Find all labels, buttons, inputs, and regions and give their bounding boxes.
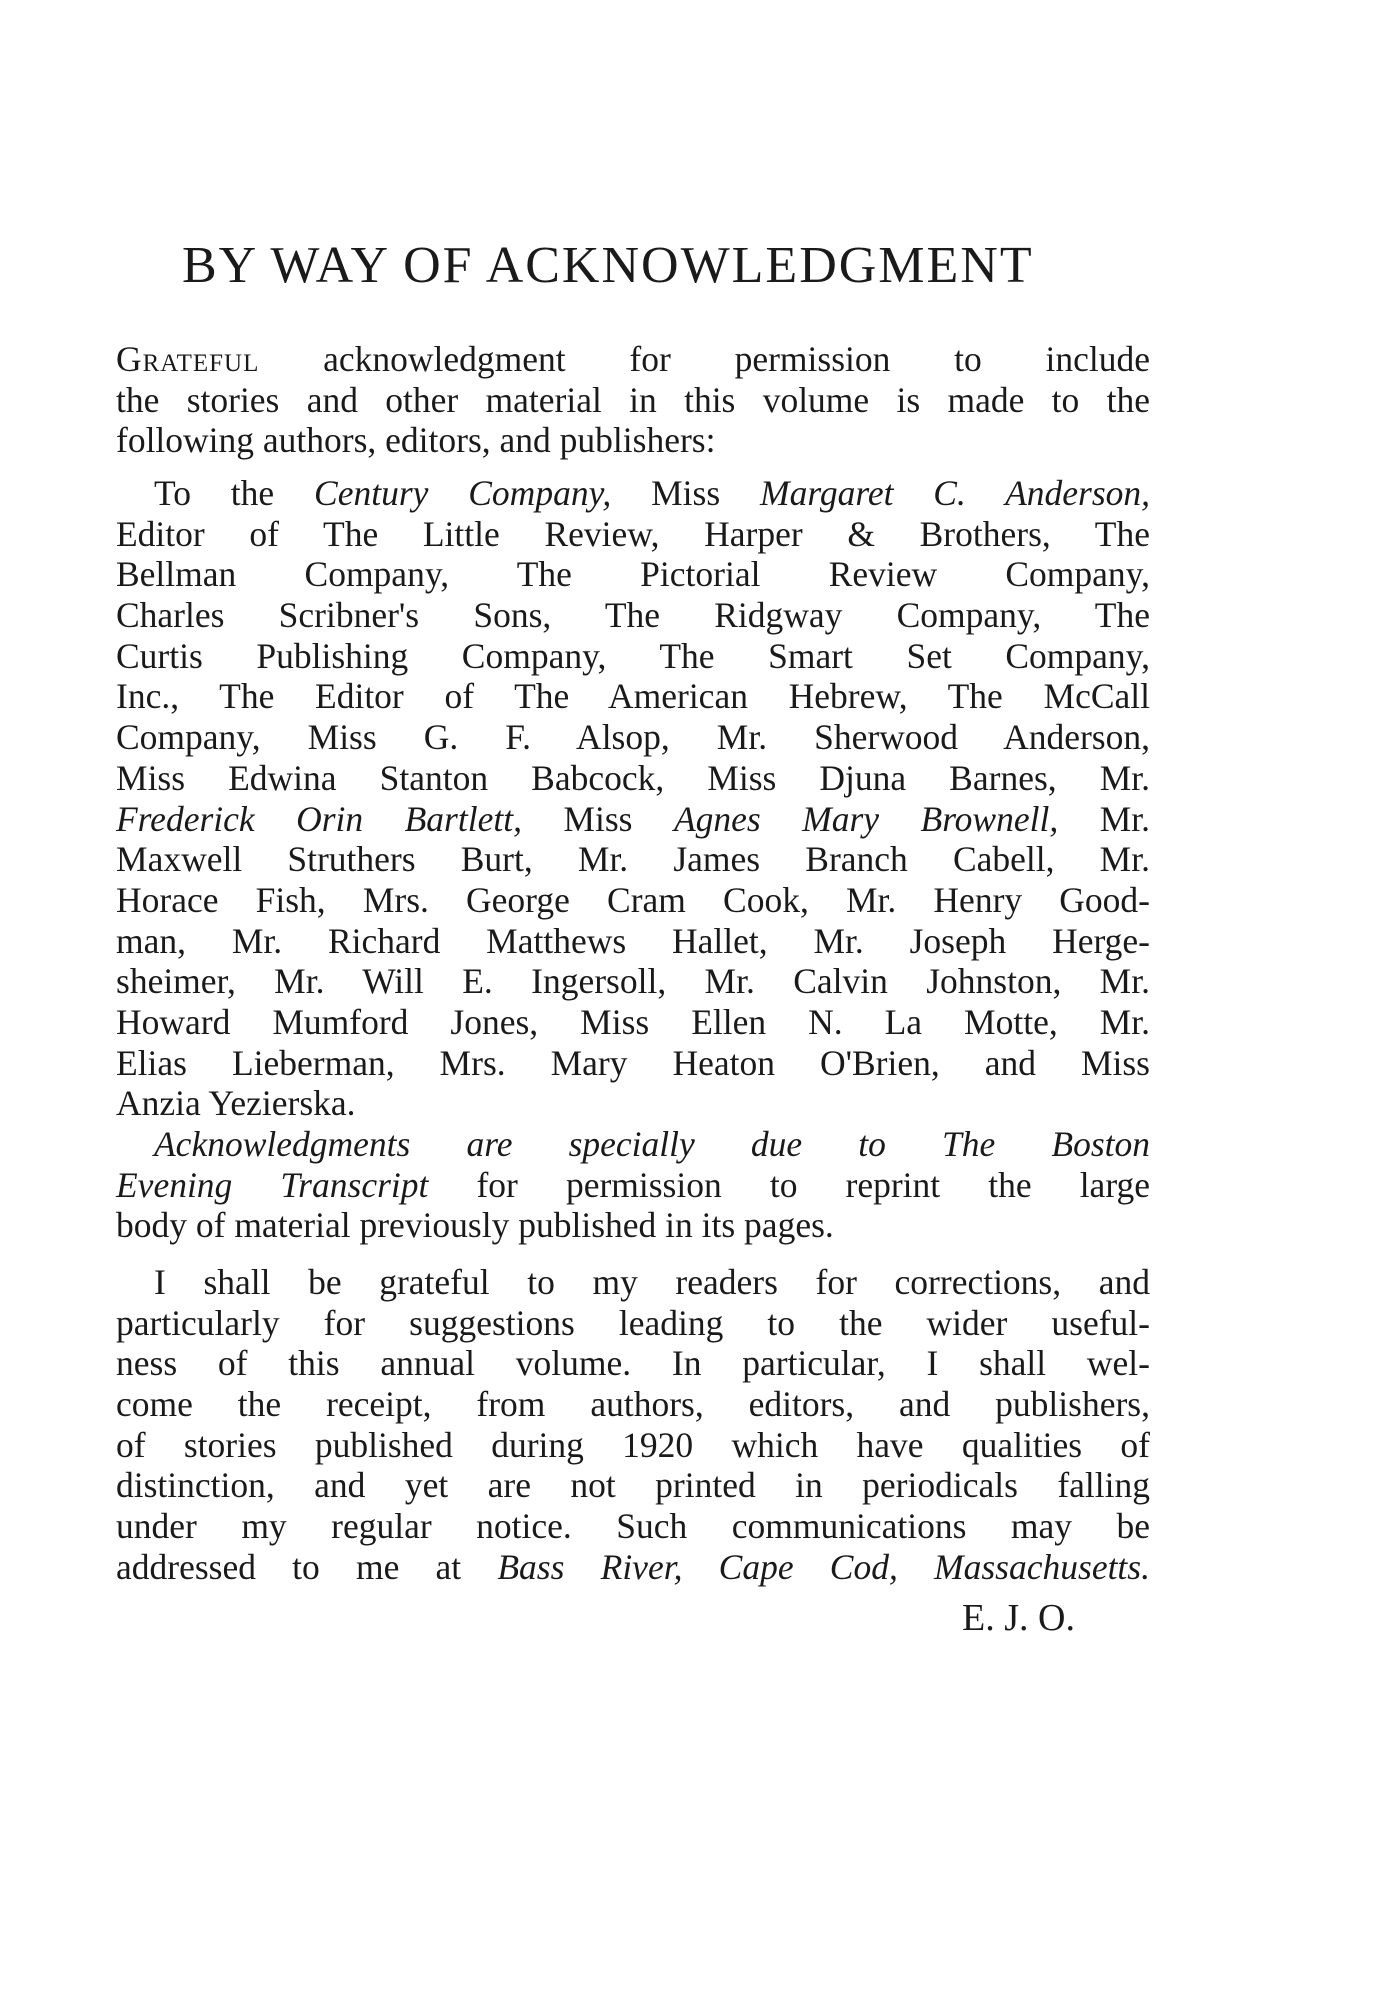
paragraph-publishers <box>116 473 1150 1124</box>
text-line: Maxwell Struthers Burt, Mr. James Branch Cabell, Mr. <box>116 839 1150 880</box>
text-line: Frederick Orin Bartlett, Miss Agnes Mary Brownell, Mr. <box>116 798 1150 839</box>
text-line: Evening Transcript for permission to reprint the large <box>116 1164 1151 1205</box>
text-line: sheimer, Mr. Will E. Ingersoll, Mr. Calvin Johnston, Mr. <box>116 961 1150 1002</box>
text-line: Horace Fish, Mrs. George Cram Cook, Mr. Henry Good- <box>116 879 1150 920</box>
text-line: particularly for suggestions leading to the wider useful- <box>116 1302 1150 1343</box>
text-line: the stories and other material in this volume is made to the <box>116 379 1150 420</box>
text-line: Miss Edwina Stanton Babcock, Miss Djuna Barnes, Mr. <box>116 757 1150 798</box>
text-line: Company, Miss G. F. Alsop, Mr. Sherwood Anderson, <box>116 717 1150 758</box>
paragraph-corrections <box>116 1262 1150 1588</box>
text-line: ness of this annual volume. In particular, I shall wel- <box>116 1343 1150 1384</box>
text-line: Acknowledgments are specially due to The Boston <box>154 1124 1150 1164</box>
text-line: To the Century Company, Miss Margaret C. Anderson, <box>154 473 1151 513</box>
text-line: man, Mr. Richard Matthews Hallet, Mr. Joseph Herge- <box>116 920 1150 961</box>
page-title: BY WAY OF ACKNOWLEDGMENT <box>182 237 1034 294</box>
paragraph-boston-transcript <box>116 1124 1150 1246</box>
text-line: of stories published during 1920 which have qualities of <box>116 1424 1150 1465</box>
text-line: Elias Lieberman, Mrs. Mary Heaton O'Brien, and Miss <box>116 1042 1150 1083</box>
text-line: addressed to me at Bass River, Cape Cod, Massachusetts. <box>116 1546 1150 1587</box>
text-line: Grateful acknowledgment for permission to include <box>116 339 1150 379</box>
text-line: Bellman Company, The Pictorial Review Company, <box>116 554 1150 595</box>
text-line: I shall be grateful to my readers for corrections, and <box>154 1262 1150 1302</box>
paragraph-intro <box>116 339 1150 461</box>
text-line: following authors, editors, and publishers: <box>116 420 716 461</box>
text-line: Howard Mumford Jones, Miss Ellen N. La Motte, Mr. <box>116 1001 1150 1042</box>
text-line: Inc., The Editor of The American Hebrew, The McCall <box>116 676 1150 717</box>
text-line: come the receipt, from authors, editors, and publishers, <box>116 1384 1150 1425</box>
text-line: Curtis Publishing Company, The Smart Set Company, <box>116 635 1150 676</box>
text-line: under my regular notice. Such communications may be <box>116 1506 1150 1547</box>
text-line: Editor of The Little Review, Harper & Brothers, The <box>116 513 1150 554</box>
signature-initials: E. J. O. <box>962 1597 1075 1639</box>
text-line: Charles Scribner's Sons, The Ridgway Company, The <box>116 595 1150 636</box>
text-line: distinction, and yet are not printed in periodicals falling <box>116 1465 1150 1506</box>
text-line: body of material previously published in its pages. <box>116 1205 834 1246</box>
text-line: Anzia Yezierska. <box>116 1083 356 1124</box>
small-caps-lead: Grateful <box>116 339 260 379</box>
